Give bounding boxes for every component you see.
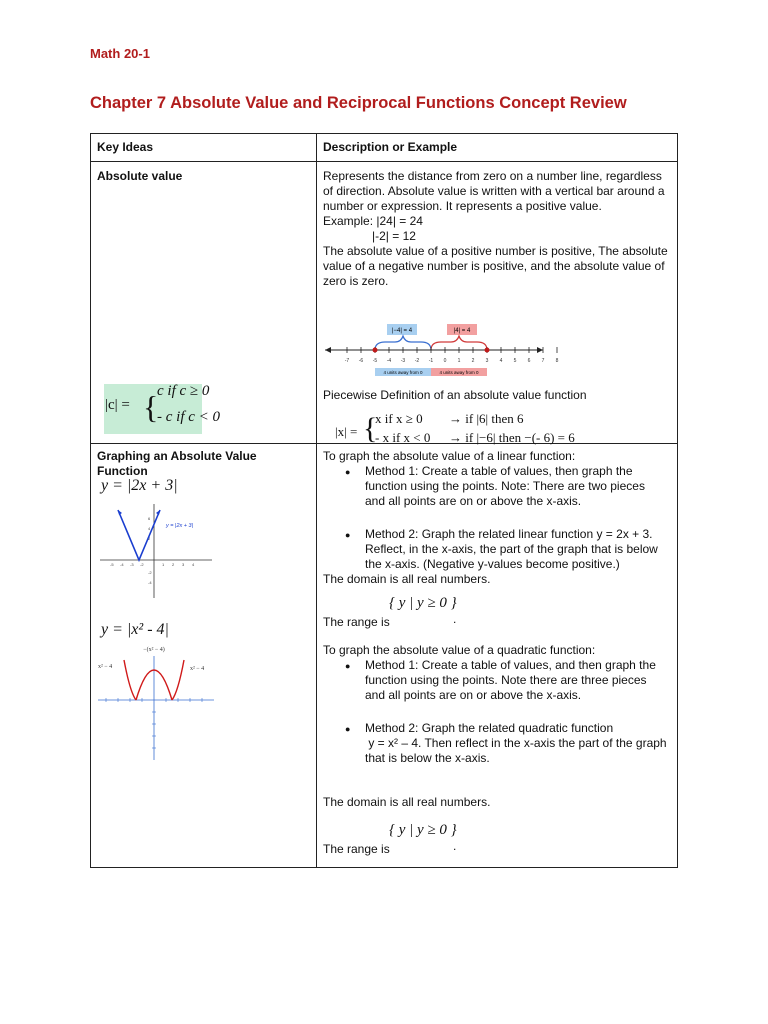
number-line-tick-label: -4 <box>386 358 392 364</box>
point-neg-4 <box>373 348 378 353</box>
number-line-tick-label: -5 <box>372 358 378 364</box>
number-line-tick-label: 2 <box>471 358 475 364</box>
number-line-tick-label: 0 <box>443 358 447 364</box>
graph-quadratic-label-top: −(x² − 4) <box>143 647 165 653</box>
example-line: Example: |24| = 24 <box>323 214 423 228</box>
piecewise-c-brace: { <box>143 389 159 425</box>
graph-quadratic-right-arm <box>172 660 184 700</box>
header-description: Description or Example <box>317 134 678 162</box>
number-line-figure <box>321 318 559 380</box>
svg-text:-4: -4 <box>148 580 152 585</box>
equation-linear: y = |2x + 3| <box>101 477 178 494</box>
svg-text:2: 2 <box>148 536 151 541</box>
svg-text:-2: -2 <box>140 562 144 567</box>
graph-linear <box>96 500 216 600</box>
quad-method2-line: y = x² – 4. Then reflect in the x-axis the part of the graph <box>365 736 667 750</box>
graph-quadratic <box>96 642 216 762</box>
arrowhead-icon <box>156 510 160 515</box>
linear-method1-line: function using the points. Note: There are two pieces <box>365 479 645 493</box>
svg-text:-5: -5 <box>110 562 114 567</box>
quad-method2-line: that is below the x-axis. <box>365 751 490 765</box>
number-line-tick-label: 1 <box>457 358 461 364</box>
table-row <box>91 444 678 868</box>
quad-method1-line: and all points are on or above the x-axis. <box>365 688 582 702</box>
linear-method1-line: Method 1: Create a table of values, then graph the <box>365 464 633 478</box>
svg-text:4: 4 <box>192 562 195 567</box>
key-absolute-value: Absolute value <box>97 169 183 183</box>
piecewise-x-case1: x if x ≥ 0 <box>375 411 423 426</box>
piecewise-c-lhs: |c| = <box>105 397 130 413</box>
number-line-tick-label: -6 <box>358 358 364 364</box>
linear-method2-line: Reflect, in the x-axis, the part of the graph that is below <box>365 542 658 556</box>
bullet-icon: ● <box>345 724 351 734</box>
svg-text:6: 6 <box>148 516 151 521</box>
quad-method2-line: Method 2: Graph the related quadratic function <box>365 721 614 735</box>
bullet-icon: ● <box>345 661 351 671</box>
desc-line: value of a negative number is positive, and the absolute value of <box>323 259 665 273</box>
graph-quadratic-label-left: x² − 4 <box>98 664 113 670</box>
desc-cell-graphing <box>317 444 678 868</box>
example-line: |-2| = 12 <box>372 229 416 243</box>
key-cell-absolute-value <box>91 162 317 444</box>
svg-text:1: 1 <box>162 562 165 567</box>
quad-intro: To graph the absolute value of a quadratic function: <box>323 643 596 657</box>
linear-method2-line: Method 2: Graph the related linear function y = 2x + 3. <box>365 527 653 541</box>
desc-line: Represents the distance from zero on a number line, regardless <box>323 169 662 183</box>
svg-text:2: 2 <box>172 562 175 567</box>
number-line-tick-label: 8 <box>555 358 559 364</box>
piecewise-x-lhs: |x| = <box>335 424 358 439</box>
number-line-tick-label: 4 <box>499 358 503 364</box>
desc-line: number or expression. It represents a positive value. <box>323 199 602 213</box>
key-cell-graphing <box>91 444 317 868</box>
key-graphing-line2: Function <box>97 464 148 478</box>
graph-quadratic-left-arm <box>124 660 136 700</box>
note-left: 4 units away from 0 <box>383 370 423 375</box>
number-line-tick-label: 5 <box>513 358 517 364</box>
point-pos-4 <box>485 348 490 353</box>
quad-range-set: { y | y ≥ 0 } <box>389 822 457 838</box>
quad-method1-line: function using the points. Note there are three pieces <box>365 673 647 687</box>
linear-range-prefix: The range is <box>323 615 390 629</box>
number-line-tick-label: 7 <box>541 358 545 364</box>
number-line-tick-label: -3 <box>400 358 406 364</box>
bullet-icon: ● <box>345 530 351 540</box>
quad-method1-line: Method 1: Create a table of values, and then graph the <box>365 658 656 672</box>
course-label: Math 20-1 <box>90 46 150 61</box>
equation-quadratic: y = |x² - 4| <box>101 621 169 638</box>
linear-intro: To graph the absolute value of a linear function: <box>323 449 576 463</box>
number-line-tick-label: 6 <box>527 358 531 364</box>
number-line-tick-label: -2 <box>414 358 420 364</box>
number-line-tick-label: -1 <box>428 358 434 364</box>
linear-domain: The domain is all real numbers. <box>323 572 491 586</box>
concept-table <box>90 133 678 868</box>
page-title: Chapter 7 Absolute Value and Reciprocal Functions Concept Review <box>90 94 627 112</box>
svg-text:-2: -2 <box>148 570 152 575</box>
desc-line: The absolute value of a positive number is positive, The absolute <box>323 244 668 258</box>
linear-range-suffix: . <box>453 612 457 626</box>
label-right: |4| = 4 <box>453 328 471 334</box>
arrowhead-icon <box>118 510 122 515</box>
piecewise-x-example1: → if |6| then 6 <box>449 411 524 426</box>
desc-cell-absolute-value <box>317 162 678 444</box>
piecewise-x-brace: { <box>363 412 378 445</box>
desc-line: zero is zero. <box>323 274 389 288</box>
quad-domain: The domain is all real numbers. <box>323 795 491 809</box>
desc-line: of direction. Absolute value is written with a vertical bar around a <box>323 184 665 198</box>
number-line-tick-label: -7 <box>344 358 350 364</box>
linear-method2-line: the x-axis. (Negative y-values become positive.) <box>365 557 620 571</box>
graph-linear-label: y = |2x + 3| <box>166 523 194 529</box>
label-left: |−4| = 4 <box>391 328 413 334</box>
svg-text:3: 3 <box>182 562 185 567</box>
bullet-icon: ● <box>345 467 351 477</box>
linear-method1-line: and all points are on or above the x-axis. <box>365 494 582 508</box>
note-right: 4 units away from 0 <box>439 370 479 375</box>
header-key-ideas: Key Ideas <box>91 134 317 162</box>
svg-text:-3: -3 <box>130 562 134 567</box>
piecewise-c-case1: c if c ≥ 0 <box>157 383 210 399</box>
piecewise-c-case2: - c if c < 0 <box>157 409 221 425</box>
key-graphing-line1: Graphing an Absolute Value <box>97 449 257 463</box>
piecewise-caption: Piecewise Definition of an absolute value function <box>323 388 587 402</box>
table-row <box>91 162 678 444</box>
graph-quadratic-label-right: x² − 4 <box>190 666 205 672</box>
piecewise-x-example2: → if |−6| then −(- 6) = 6 <box>449 430 575 445</box>
svg-text:-4: -4 <box>120 562 124 567</box>
table-header-row <box>91 134 678 162</box>
number-line-tick-label: 3 <box>485 358 489 364</box>
piecewise-x-case2: - x if x < 0 <box>375 430 431 445</box>
quad-range-suffix: . <box>453 839 457 853</box>
quad-range-prefix: The range is <box>323 842 390 856</box>
arrow-left-icon <box>325 347 331 353</box>
arrow-right-icon <box>537 347 543 353</box>
linear-range-set: { y | y ≥ 0 } <box>389 595 457 611</box>
svg-text:4: 4 <box>148 526 151 531</box>
